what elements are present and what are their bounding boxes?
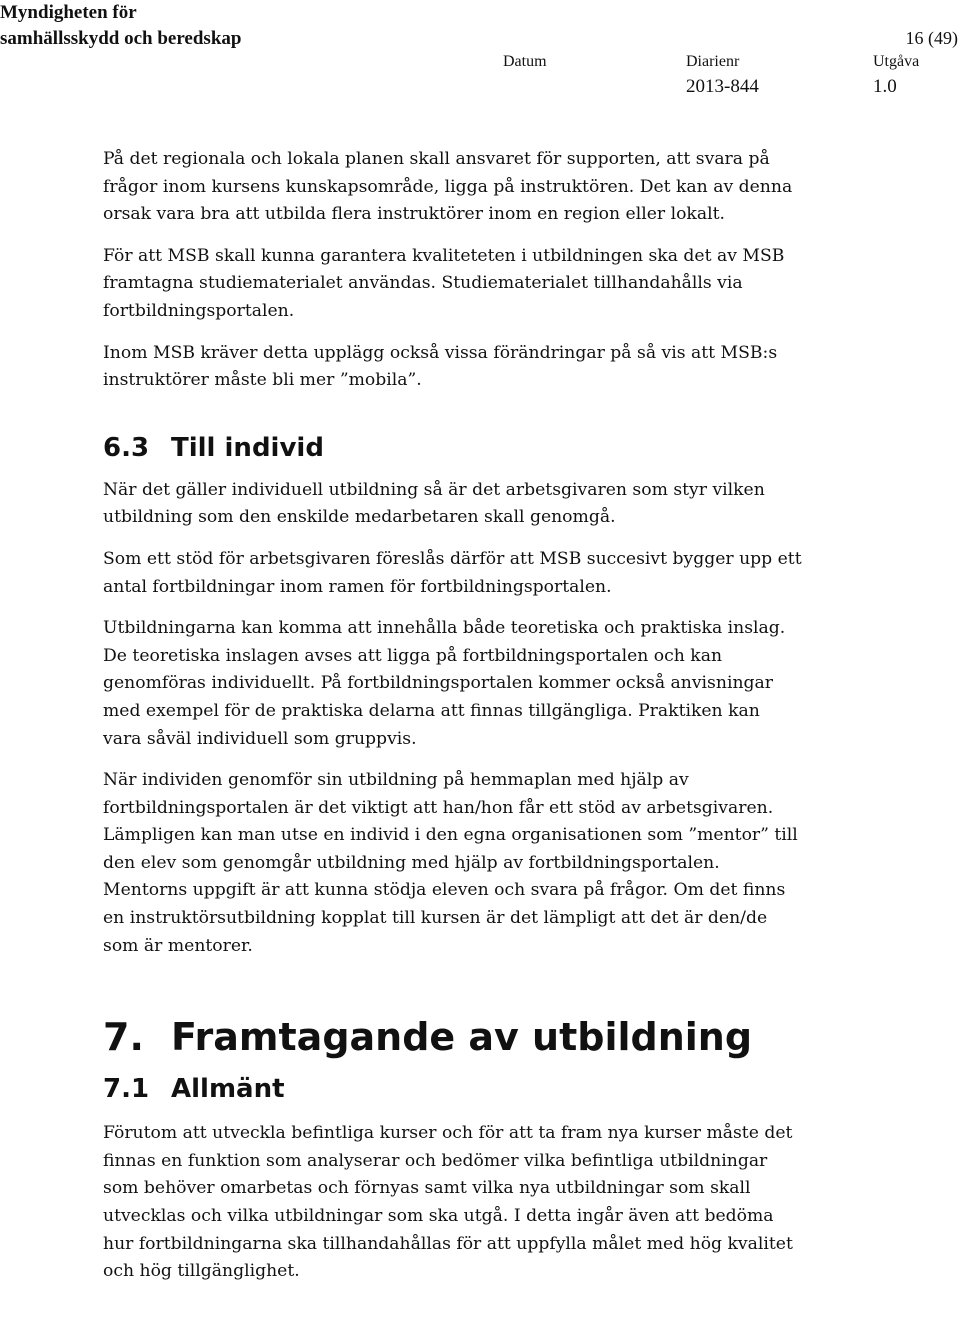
- org-line-2: samhällsskydd och beredskap: [0, 28, 242, 49]
- paragraph: När individen genomför sin utbildning på hemmaplan med hjälp av fortbildningsportalen är det viktigt att han/hon får ett stöd av arbetsgivaren. Lämpligen kan man utse en individ i den egna organisationen som ”mentor” till den elev som genomgår utbildning med hjälp av fortbildningsportalen. Mentorns uppgift är att kunna stödja eleven och svara på frågor. Om det finns en instruktörsutbildning kopplat till kursen är det lämpligt att det är den/de som är mentorer.: [103, 770, 798, 956]
- section-heading-6-3: [103, 431, 803, 465]
- document-body: [103, 146, 803, 1300]
- chapter-heading-7: [103, 1014, 803, 1060]
- date-label: Datum: [503, 53, 547, 70]
- diarienr-label: Diarienr: [686, 53, 740, 70]
- paragraph: Inom MSB kräver detta upplägg också vissa förändringar på så vis att MSB:s instruktörer måste bli mer ”mobila”.: [103, 342, 778, 391]
- organization-name: [0, 0, 420, 52]
- section-number: 7.1: [103, 1074, 150, 1105]
- utgava-value: 1.0: [873, 76, 897, 97]
- section-title: Till individ: [171, 432, 324, 463]
- paragraph: På det regionala och lokala planen skall ansvaret för supporten, att svara på frågor inom kursens kunskapsområde, ligga på instruktören. Det kan av denna orsak vara bra att utbilda flera instruktörer inom en region eller lokalt.: [103, 149, 793, 225]
- org-line-1: Myndigheten för: [0, 2, 137, 23]
- paragraph: Utbildningarna kan komma att innehålla både teoretiska och praktiska inslag. De teoretiska inslagen avses att ligga på fortbildningsportalen och kan genomföras individuellt. På fortbildningsportalen kommer också anvisningar med exempel för de praktiska delarna att finnas tillgängliga. Praktiken kan vara såväl individuell som gruppvis.: [103, 618, 786, 749]
- utgava-label: Utgåva: [873, 53, 920, 70]
- section-number: 6.3: [103, 432, 150, 463]
- paragraph: När det gäller individuell utbildning så är det arbetsgivaren som styr vilken utbildning som den enskilde medarbetaren skall genomgå.: [103, 479, 765, 528]
- chapter-number: 7.: [103, 1015, 144, 1060]
- page-number: 16 (49): [905, 28, 958, 48]
- section-title: Allmänt: [171, 1074, 285, 1105]
- paragraph: För att MSB skall kunna garantera kvaliteteten i utbildningen ska det av MSB framtagna studiematerialet användas. Studiematerialet tillhandahålls via fortbildningsportalen.: [103, 245, 785, 321]
- paragraph: Som ett stöd för arbetsgivaren föreslås därför att MSB succesivt bygger upp ett antal fortbildningar inom ramen för fortbildningsportalen.: [103, 548, 802, 597]
- paragraph: Förutom att utveckla befintliga kurser och för att ta fram nya kurser måste det finnas en funktion som analyserar och bedömer vilka befintliga utbildningar som behöver omarbetas och förnyas samt vilka nya utbildningar som skall utvecklas och vilka utbildningar som ska utgå. I detta ingår även att bedöma hur fortbildningarna ska tillhandahållas för att uppfylla målet med hög kvalitet och hög tillgänglighet.: [103, 1123, 793, 1282]
- section-heading-7-1: [103, 1072, 803, 1106]
- diarienr-value: 2013-844: [686, 76, 759, 97]
- chapter-title: Framtagande av utbildning: [171, 1015, 753, 1060]
